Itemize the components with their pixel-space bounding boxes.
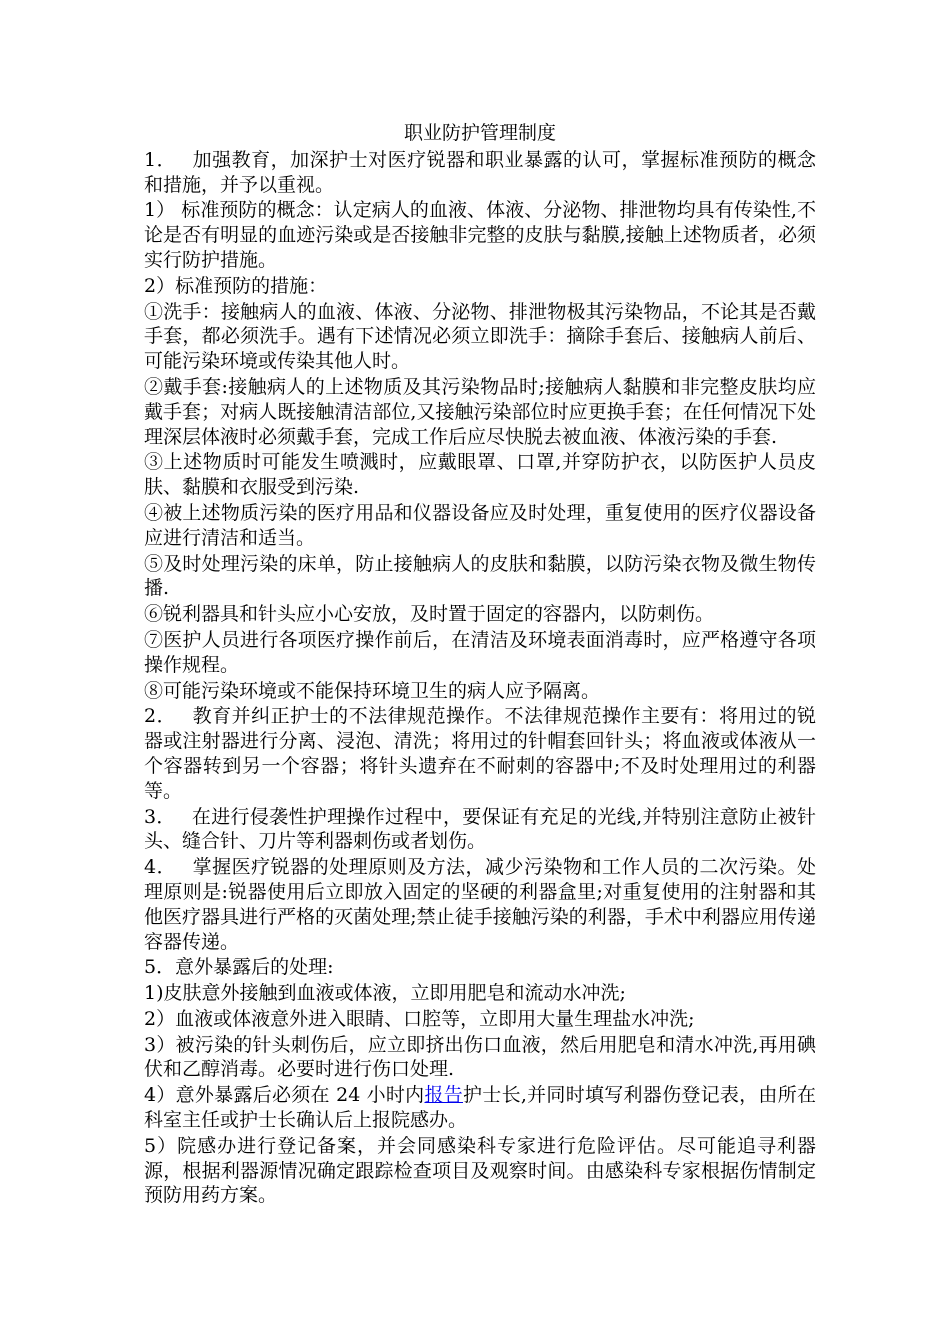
report-link[interactable]: 报告: [424, 1084, 464, 1107]
paragraph-4: 4． 掌握医疗锐器的处理原则及方法，减少污染物和工作人员的二次污染。处理原则是:锐器使用后立即放入固定的坚硬的利器盒里;对重复使用的注射器和其他医疗器具进行严格的灭菌处理;禁止徒手接触污染的利器，手术中利器应用传递容器传递。: [144, 856, 816, 953]
paragraph-1-1: 1） 标准预防的概念：认定病人的血液、体液、分泌物、排泄物均具有传染性,不论是否有明显的血迹污染或是否接触非完整的皮肤与黏膜,接触上述物质者，必须实行防护措施。: [144, 199, 816, 271]
exposure-step-1: 1)皮肤意外接触到血液或体液，立即用肥皂和流动水冲洗;: [144, 982, 626, 1005]
paragraph-2: 2． 教育并纠正护士的不法律规范操作。不法律规范操作主要有：将用过的锐器或注射器进行分离、浸泡、清洗；将用过的针帽套回针头；将血液或体液从一个容器转到另一个容器；将针头遗弃在不耐刺的容器中;不及时处理用过的利器等。: [144, 705, 816, 802]
measure-handwashing: ①洗手：接触病人的血液、体液、分泌物、排泄物极其污染物品，不论其是否戴手套，都必须洗手。遇有下述情况必须立即洗手：摘除手套后、接触病人前后、可能污染环境或传染其他人时。: [144, 300, 816, 373]
document-title: 职业防护管理制度: [403, 122, 556, 144]
paragraph-1: 1． 加强教育，加深护士对医疗锐器和职业暴露的认可，掌握标准预防的概念和措施，并予以重视。: [144, 148, 816, 196]
paragraph-3: 3． 在进行侵袭性护理操作过程中，要保证有充足的光线,并特别注意防止被针头、缝合针、刀片等利器刺伤或者划伤。: [144, 805, 816, 853]
measure-sharps: ⑥锐利器具和针头应小心安放，及时置于固定的容器内，以防刺伤。: [144, 603, 715, 626]
measure-goggles-mask: ③上述物质时可能发生喷溅时，应戴眼罩、口罩,并穿防护衣，以防医护人员皮肤、黏膜和衣服受到污染.: [144, 451, 816, 499]
exposure-step-3: 3）被污染的针头刺伤后，应立即挤出伤口血液，然后用肥皂和清水冲洗,再用碘伏和乙醇消毒。必要时进行伤口处理.: [144, 1033, 816, 1081]
measure-equipment: ④被上述物质污染的医疗用品和仪器设备应及时处理，重复使用的医疗仪器设备应进行清洁和适当。: [144, 501, 816, 549]
document-body: [144, 121, 816, 1209]
measure-procedures: ⑦医护人员进行各项医疗操作前后，在清洁及环境表面消毒时，应严格遵守各项操作规程。: [144, 628, 816, 676]
paragraph-5: 5．意外暴露后的处理:: [144, 956, 334, 979]
exposure-step-2: 2）血液或体液意外进入眼睛、口腔等，立即用大量生理盐水冲洗;: [144, 1007, 695, 1030]
exposure-step-4: [144, 1083, 816, 1133]
exposure-step-4-text-before: 4）意外暴露后必须在 24 小时内: [144, 1084, 425, 1107]
measure-gloves: ②戴手套:接触病人的上述物质及其污染物品时;接触病人黏膜和非完整皮肤均应戴手套；对病人既接触清洁部位,又接触污染部位时应更换手套；在任何情况下处理深层体液时必须戴手套，完成工作后应尽快脱去被血液、体液污染的手套.: [144, 375, 816, 448]
measure-isolation: ⑧可能污染环境或不能保持环境卫生的病人应予隔离。: [144, 679, 601, 702]
measure-bedsheets: ⑤及时处理污染的床单，防止接触病人的皮肤和黏膜，以防污染衣物及微生物传播.: [144, 552, 816, 600]
exposure-step-4-text-after: 护士长,并同时填写利器伤登记表，由所在科室主任或护士长确认后上报院感办。: [144, 1084, 816, 1132]
paragraph-1-2: 2）标准预防的措施：: [144, 274, 328, 297]
exposure-step-5: 5）院感办进行登记备案，并会同感染科专家进行危险评估。尽可能追寻利器源，根据利器源情况确定跟踪检查项目及观察时间。由感染科专家根据伤情制定预防用药方案。: [144, 1134, 816, 1207]
